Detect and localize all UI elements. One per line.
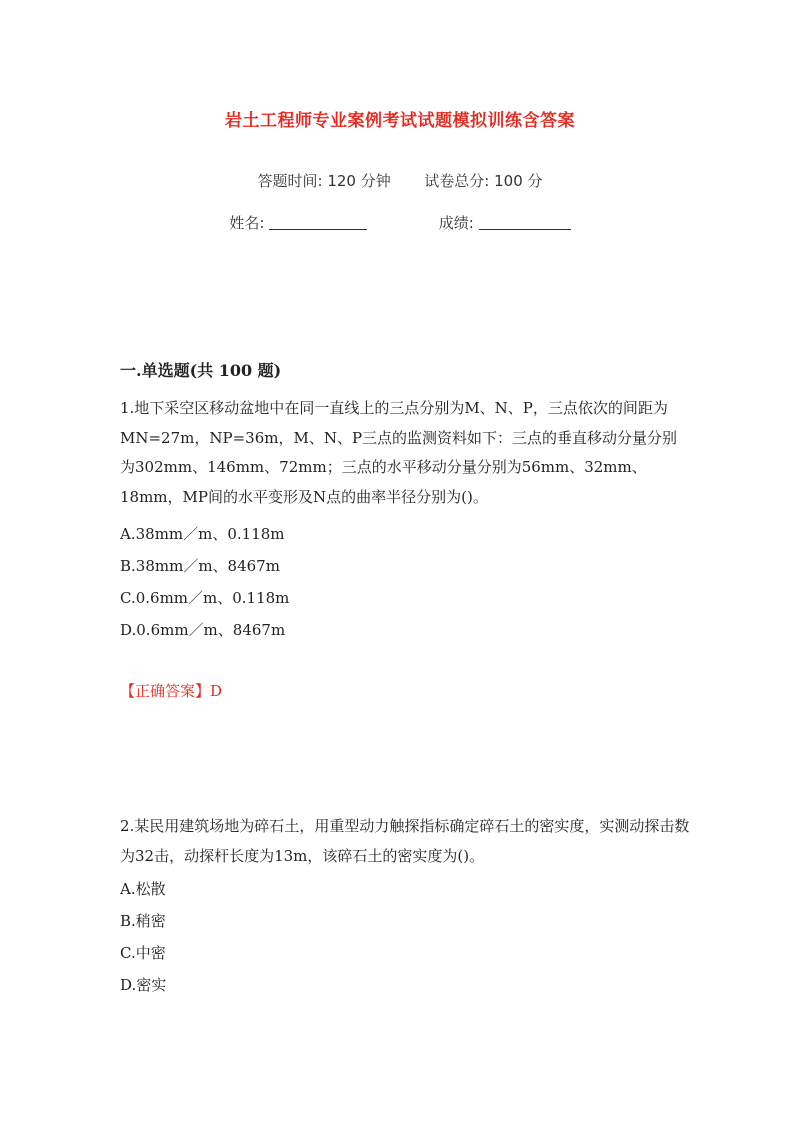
question-2-option-a: A.松散 <box>120 880 166 898</box>
question-1-option-c: C.0.6mm／m、0.118m <box>120 589 290 607</box>
name-blank-line <box>269 215 367 230</box>
time-label: 答题时间: <box>257 172 323 190</box>
exam-meta-time-row <box>0 170 800 191</box>
total-score-value: 100 分 <box>494 172 543 190</box>
question-2-option-d: D.密实 <box>120 976 167 994</box>
question-1-text: 1.地下采空区移动盆地中在同一直线上的三点分别为M、N、P，三点依次的间距为MN=27m，NP=36m，M、N、P三点的监测资料如下：三点的垂直移动分量分别为302mm、146mm、72mm；三点的水平移动分量分别为56mm、32mm、18mm，MP间的水平变形及N点的曲率半径分别为()。 <box>120 399 678 506</box>
name-label: 姓名: <box>229 214 265 232</box>
question-1-option-b: B.38mm／m、8467m <box>120 557 280 575</box>
score-blank-line <box>479 215 571 230</box>
question-1-option-a: A.38mm／m、0.118m <box>120 525 285 543</box>
question-1-answer: 【正确答案】D <box>120 682 223 700</box>
page-title: 岩土工程师专业案例考试试题模拟训练含答案 <box>225 111 575 131</box>
total-score-label: 试卷总分: <box>424 172 490 190</box>
question-2-text: 2.某民用建筑场地为碎石土，用重型动力触探指标确定碎石土的密实度，实测动探击数为32击，动探杆长度为13m，该碎石土的密实度为()。 <box>120 817 690 865</box>
question-2-option-c: C.中密 <box>120 944 166 962</box>
question-1-option-d: D.0.6mm／m、8467m <box>120 621 286 639</box>
time-value: 120 分钟 <box>327 172 391 190</box>
question-2-option-b: B.稍密 <box>120 912 166 930</box>
exam-meta-name-row <box>0 212 800 233</box>
score-label: 成绩: <box>438 214 474 232</box>
section-title: 一.单选题(共 100 题) <box>120 361 282 380</box>
